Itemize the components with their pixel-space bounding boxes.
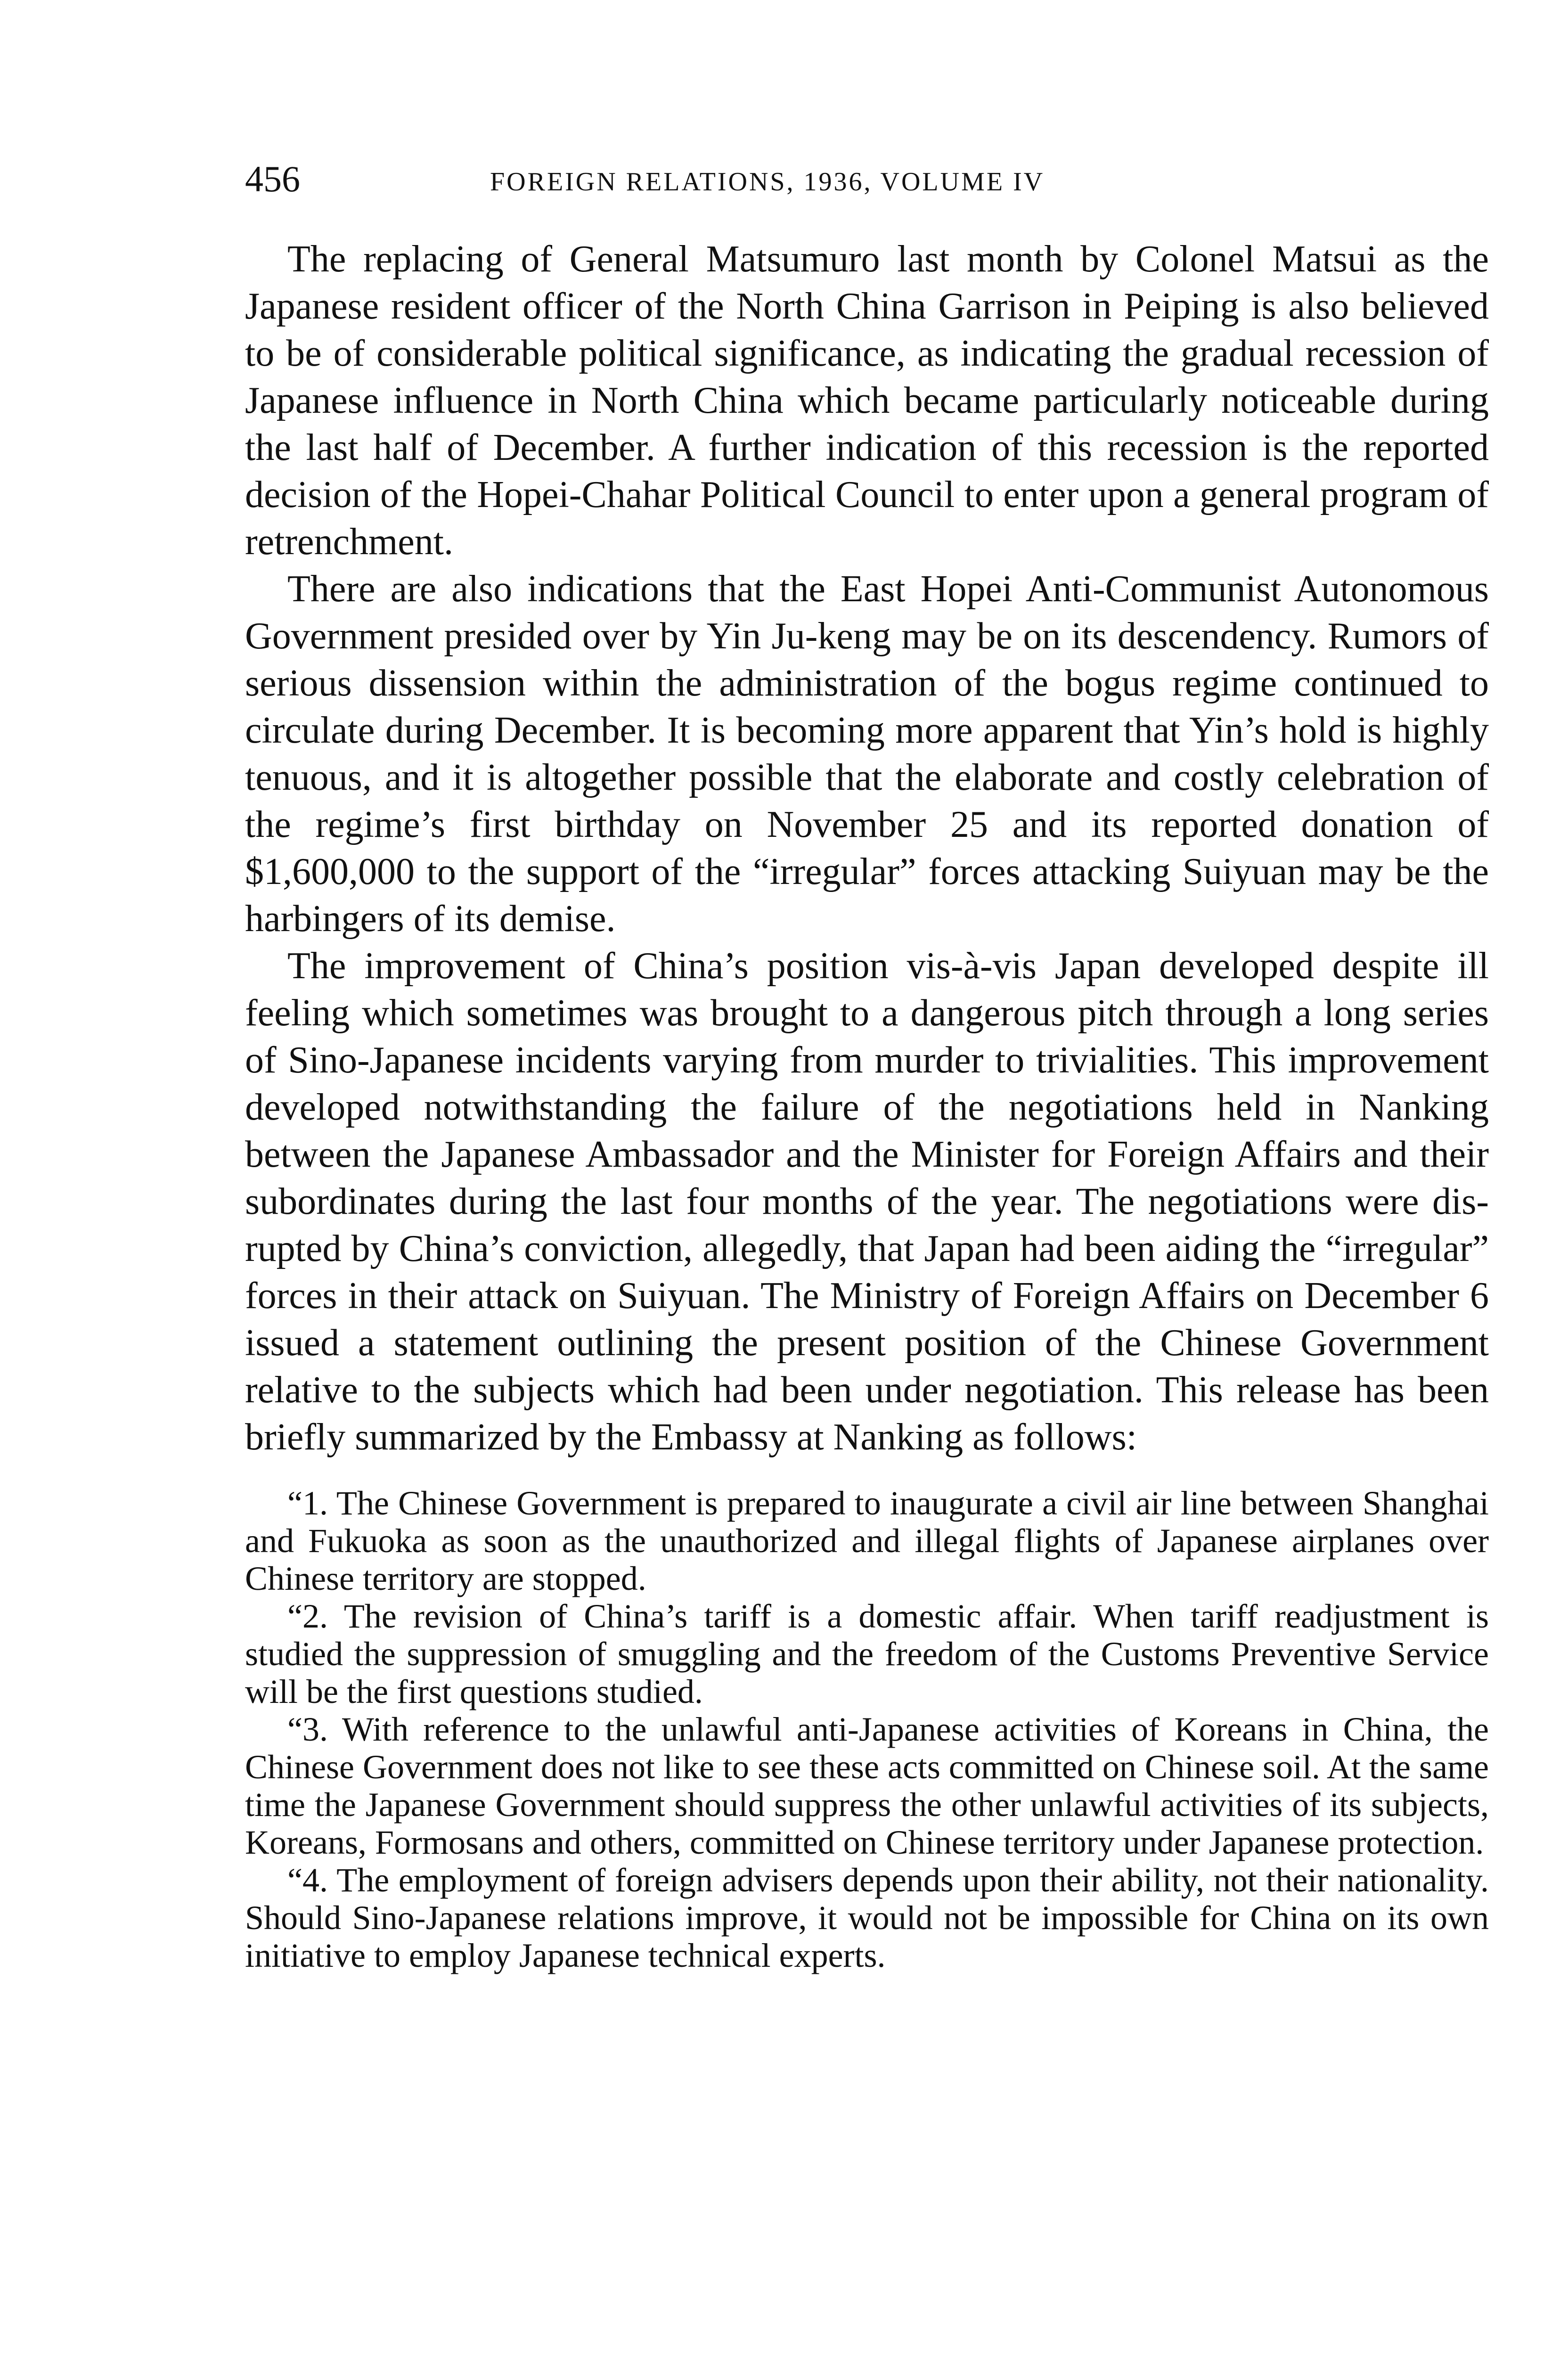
paragraph-3: The improvement of China’s position vis-à-vis Japan developed despite ill feeling which sometimes was brought to a dangerous pitch through a long series of Sino-Japanese incidents varying from murder to trivialities. This improvement developed notwithstanding the failure of the negotiations held in Nanking between the Japanese Ambassador and the Minister for Foreign Affairs and their subordinates during the last four months of the year. The negotiations were disrupted by China’s conviction, allegedly, that Japan had been aiding the “irregular” forces in their attack on Suiyuan. The Ministry of Foreign Affairs on December 6 issued a statement outlining the present position of the Chinese Government relative to the subjects which had been under negotiation. This release has been briefly summarized by the Embassy at Nanking as follows:: [245, 945, 1489, 1458]
page-number: 456: [245, 158, 300, 199]
quote-item-1: “1. The Chinese Government is prepared to inaugurate a civil air line between Shanghai and Fukuoka as soon as the unauthorized and illegal flights of Japanese airplanes over Chinese territory are stopped.: [245, 1484, 1489, 1597]
running-head: FOREIGN RELATIONS, 1936, VOLUME IV: [490, 167, 1045, 196]
body-text: [245, 236, 1489, 1974]
page-header: [245, 155, 1489, 207]
paragraph-2: There are also indications that the East Hopei Anti-Communist Autonomous Government presided over by Yin Ju-keng may be on its descendency. Rumors of serious dissension within the administration of the bogus regime continued to circulate during December. It is becoming more apparent that Yin’s hold is highly tenuous, and it is altogether possible that the elaborate and costly celebration of the regime’s first birthday on November 25 and its reported donation of $1,600,000 to the support of the “irregular” forces attacking Suiyuan may be the harbingers of its demise.: [245, 568, 1489, 940]
paragraph-1: The replacing of General Matsumuro last month by Colonel Matsui as the Japanese resident officer of the North China Garrison in Peiping is also believed to be of considerable political significance, as indicating the gradual recession of Japanese influence in North China which became particularly noticeable during the last half of December. A further indication of this recession is the reported decision of the Hopei-Chahar Political Council to enter upon a general program of retrenchment.: [245, 238, 1489, 563]
quote-item-3: “3. With reference to the unlawful anti-Japanese activities of Koreans in China, the Chinese Government does not like to see these acts committed on Chinese soil. At the same time the Japanese Government should suppress the other unlawful activities of its subjects, Koreans, Formosans and others, committed on Chinese territory under Japanese protection.: [245, 1710, 1489, 1861]
quoted-statement: [245, 1484, 1489, 1974]
quote-item-4: “4. The employment of foreign advisers depends upon their ability, not their nationality. Should Sino-Japanese relations improve, it would not be impossible for China on its own initiative to employ Japanese technical experts.: [245, 1861, 1489, 1974]
quote-item-2: “2. The revision of China’s tariff is a domestic affair. When tariff readjustment is studied the suppression of smuggling and the freedom of the Customs Preventive Service will be the first questions studied.: [245, 1597, 1489, 1710]
